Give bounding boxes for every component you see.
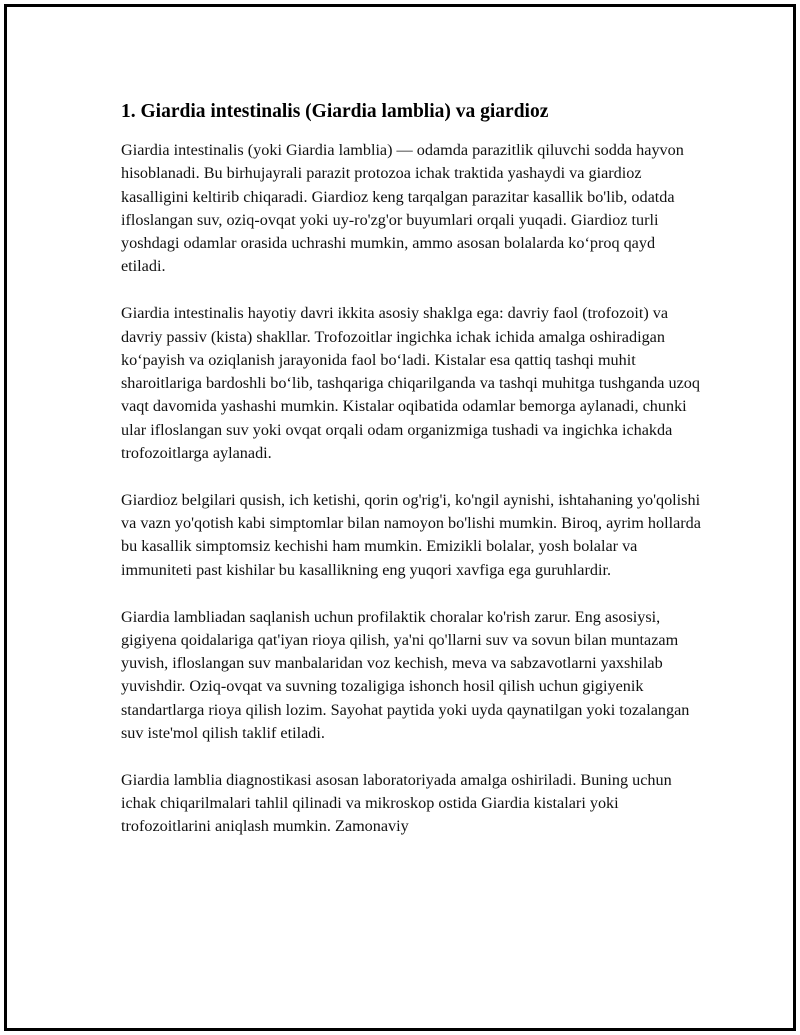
paragraph-intro: Giardia intestinalis (yoki Giardia lamblia) — odamda parazitlik qiluvchi sodda hayvon hisoblanadi. Bu birhujayrali parazit protozoa ichak traktida yashaydi va giardioz kasalligini keltirib chiqaradi. Giardioz keng tarqalgan parazitar kasallik bo'lib, odatda ifloslangan suv, oziq-ovqat yoki uy-ro'zg'or buyumlari orqali yuqadi. Giardioz turli yoshdagi odamlar orasida uchrashi mumkin, ammo asosan bolalarda ko‘proq qayd etiladi. [121, 141, 684, 276]
document-body [121, 99, 701, 862]
paragraph-symptoms: Giardioz belgilari qusish, ich ketishi, qorin og'rig'i, ko'ngil aynishi, ishtahaning yo'qolishi va vazn yo'qotish kabi simptomlar bilan namoyon bo'lishi mumkin. Biroq, ayrim hollarda bu kasallik simptomsiz kechishi ham mumkin. Emizikli bolalar, yosh bolalar va immuniteti past kishilar bu kasallikning eng yuqori xavfiga ega guruhlardir. [121, 490, 701, 579]
page-frame [4, 4, 796, 1031]
section-heading: 1. Giardia intestinalis (Giardia lamblia) va giardioz [121, 101, 549, 122]
paragraph-diagnostics: Giardia lamblia diagnostikasi asosan laboratoriyada amalga oshiriladi. Buning uchun ichak chiqarilmalari tahlil qilinadi va mikroskop ostida Giardia kistalari yoki trofozoitlarini aniqlash mumkin. Zamonaviy [121, 770, 672, 836]
paragraph-prevention: Giardia lambliadan saqlanish uchun profilaktik choralar ko'rish zarur. Eng asosiysi, gigiyena qoidalariga qat'iyan rioya qilish, ya'ni qo'llarni suv va sovun bilan muntazam yuvish, ifloslangan suv manbalaridan voz kechish, meva va sabzavotlarni yaxshilab yuvishdir. Oziq-ovqat va suvning tozaligiga ishonch hosil qilish uchun gigiyenik standartlarga rioya qilish lozim. Sayohat paytida yoki uyda qaynatilgan yoki tozalangan suv iste'mol qilish taklif etiladi. [121, 607, 690, 743]
paragraph-life-cycle: Giardia intestinalis hayotiy davri ikkita asosiy shaklga ega: davriy faol (trofozoit) va davriy passiv (kista) shakllar. Trofozoitlar ingichka ichak ichida amalga oshiradigan ko‘payish va oziqlanish jarayonida faol bo‘ladi. Kistalar esa qattiq tashqi muhit sharoitlariga bardoshli bo‘lib, tashqariga chiqarilganda va tashqi muhitga tushganda uzoq vaqt davomida yashashi mumkin. Kistalar oqibatida odamlar bemorga aylanadi, chunki ular ifloslangan suv yoki ovqat orqali odam organizmiga tushadi va ingichka ichakda trofozoitlarga aylanadi. [121, 304, 700, 463]
